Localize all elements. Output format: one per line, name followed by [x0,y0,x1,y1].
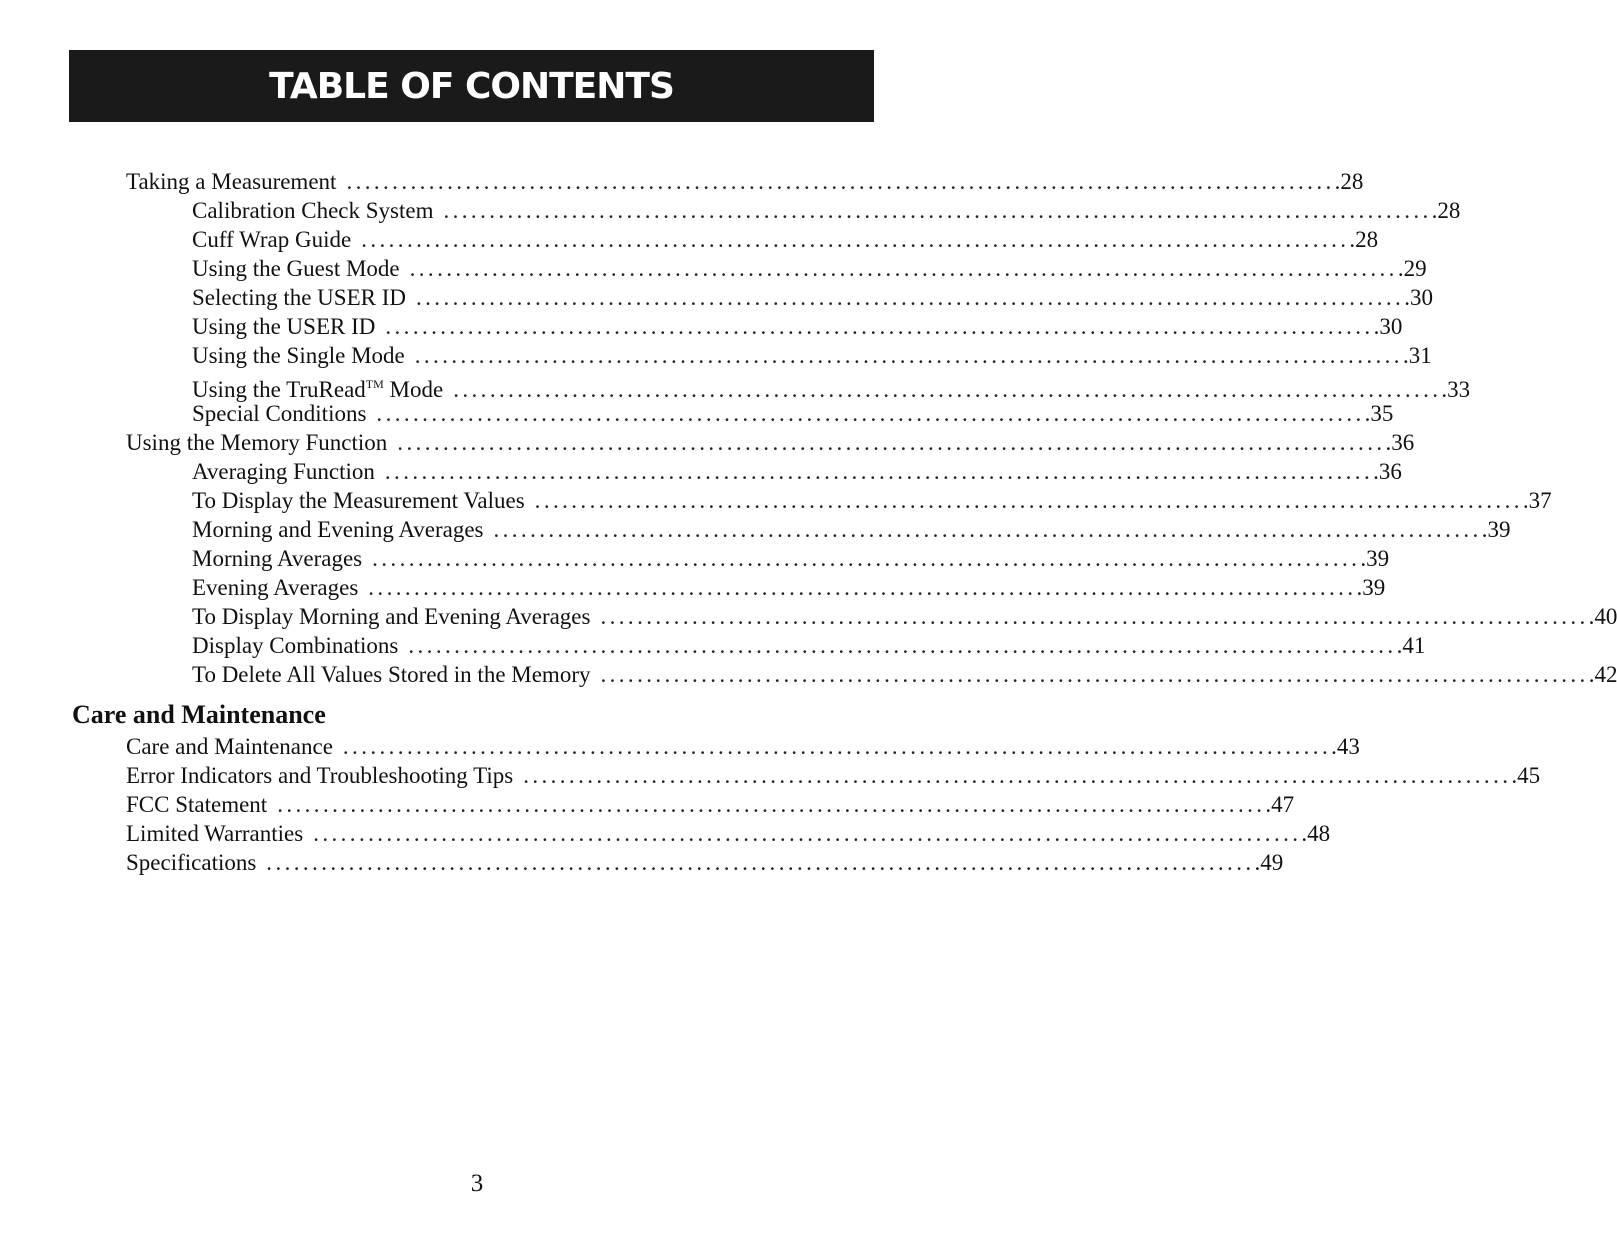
toc-entry[interactable] [192,457,1402,486]
toc-entry-label: Using the USER ID [192,314,376,339]
toc-entry-page: .48 [1301,821,1331,846]
dot-leader: ............................................................................................................ [376,401,1365,426]
toc-entry[interactable] [192,254,1427,283]
toc-entry[interactable] [192,486,1552,515]
dot-leader: ............................................................................................................ [361,227,1350,252]
toc-entry-label: Averaging Function [192,459,375,484]
dot-leader: ............................................................................................................ [372,546,1361,571]
toc-entry[interactable] [126,790,1295,819]
section-heading: Care and Maintenance [72,700,326,729]
toc-entry-page: .42 [1588,662,1617,687]
toc-entry-label: Using the Memory Function [126,430,388,455]
toc-entry-page: .30 [1404,285,1433,310]
toc-entry-label: Using the Guest Mode [192,256,400,281]
toc-entry[interactable] [192,602,1617,631]
dot-leader: ............................................................................................................ [368,575,1357,600]
toc-entry-label: Care and Maintenance [126,734,333,759]
toc-entry[interactable] [192,283,1433,312]
toc-entry-page: .28 [1334,169,1364,194]
toc-entry[interactable] [192,312,1403,341]
toc-entry-page: .45 [1511,763,1541,788]
page-title: TABLE OF CONTENTS [269,65,674,107]
toc-entry-page: .29 [1397,256,1427,281]
toc-entry-label-suffix: Mode [383,377,444,402]
toc-entry[interactable] [192,631,1426,660]
toc-entry-label-text: Using the TruRead [192,377,366,402]
page-number: 3 [470,1170,484,1197]
toc-entry-page: .28 [1349,227,1379,252]
toc-entry[interactable] [192,660,1617,689]
toc-entry-label: To Delete All Values Stored in the Memory [192,662,591,687]
toc-entry[interactable] [192,196,1461,225]
toc-entry[interactable] [126,761,1541,790]
toc-entry-label: Error Indicators and Troubleshooting Tips [126,763,514,788]
toc-entry-page: .39 [1481,517,1511,542]
toc-entry-page: .39 [1356,575,1386,600]
dot-leader: ............................................................................................................ [409,256,1398,281]
dot-leader: ............................................................................................................ [385,314,1374,339]
dot-leader: ............................................................................................................ [523,763,1512,788]
dot-leader: ............................................................................................................ [313,821,1302,846]
toc-entry[interactable] [192,399,1394,428]
toc-entry-label: Morning and Evening Averages [192,517,484,542]
dot-leader: ............................................................................................................ [443,198,1432,223]
dot-leader: ............................................................................................................ [342,734,1332,759]
dot-leader: ............................................................................................................ [600,662,1589,687]
toc-entry-page: .37 [1522,488,1552,513]
toc-entry[interactable] [192,544,1390,573]
toc-entry-label: Taking a Measurement [126,169,337,194]
toc-entry-label: Display Combinations [192,633,399,658]
dot-leader: ............................................................................................................ [534,488,1523,513]
toc-entry-label: To Display the Measurement Values [192,488,525,513]
toc-entry-label: Using the Single Mode [192,343,405,368]
toc-entry[interactable] [126,732,1360,761]
toc-entry-label: Calibration Check System [192,198,434,223]
toc-entry-label: Specifications [126,850,257,875]
toc-entry-page: .43 [1331,734,1360,759]
dot-leader: ............................................................................................................ [453,377,1442,402]
toc-entry-page: .33 [1441,377,1471,402]
toc-entry-label: Evening Averages [192,575,359,600]
toc-entry-page: .28 [1431,198,1461,223]
toc-entry-page: .36 [1373,459,1402,484]
toc-entry[interactable] [126,428,1415,457]
toc-entry-page: .49 [1254,850,1284,875]
dot-leader: ............................................................................................................ [493,517,1482,542]
toc-entry-page: .35 [1364,401,1394,426]
toc-entry[interactable] [192,225,1379,254]
dot-leader: ............................................................................................................ [277,792,1266,817]
toc-entry-page: .39 [1360,546,1390,571]
dot-leader: ............................................................................................................ [397,430,1386,455]
toc-entry-page: .40 [1588,604,1617,629]
toc-entry-label: To Display Morning and Evening Averages [192,604,591,629]
toc-entry[interactable] [126,819,1331,848]
toc-entry-label: Special Conditions [192,401,367,426]
toc-entry[interactable] [126,167,1364,196]
toc-entry[interactable] [192,370,1471,402]
trademark-mark: TM [365,377,384,391]
toc-entry-label: Selecting the USER ID [192,285,406,310]
dot-leader: ............................................................................................................ [416,285,1405,310]
toc-entry[interactable] [192,573,1386,602]
toc-entry-label: Limited Warranties [126,821,304,846]
toc-entry[interactable] [192,341,1432,370]
toc-entry-page: .31 [1402,343,1432,368]
toc-entry-page: .47 [1265,792,1295,817]
toc-entry-label: Morning Averages [192,546,363,571]
title-banner [69,50,874,122]
dot-leader: ............................................................................................................ [266,850,1255,875]
dot-leader: ............................................................................................................ [414,343,1403,368]
dot-leader: ............................................................................................................ [384,459,1374,484]
toc-entry-page: .30 [1373,314,1403,339]
toc-entry[interactable] [126,848,1284,877]
toc-entry[interactable] [192,515,1511,544]
toc-entry-label: FCC Statement [126,792,268,817]
dot-leader: ............................................................................................................ [408,633,1397,658]
toc-entry-page: .36 [1385,430,1415,455]
dot-leader: ............................................................................................................ [600,604,1589,629]
dot-leader: ............................................................................................................ [346,169,1335,194]
toc-entry-label: Cuff Wrap Guide [192,227,352,252]
toc-entry-page: .41 [1396,633,1426,658]
